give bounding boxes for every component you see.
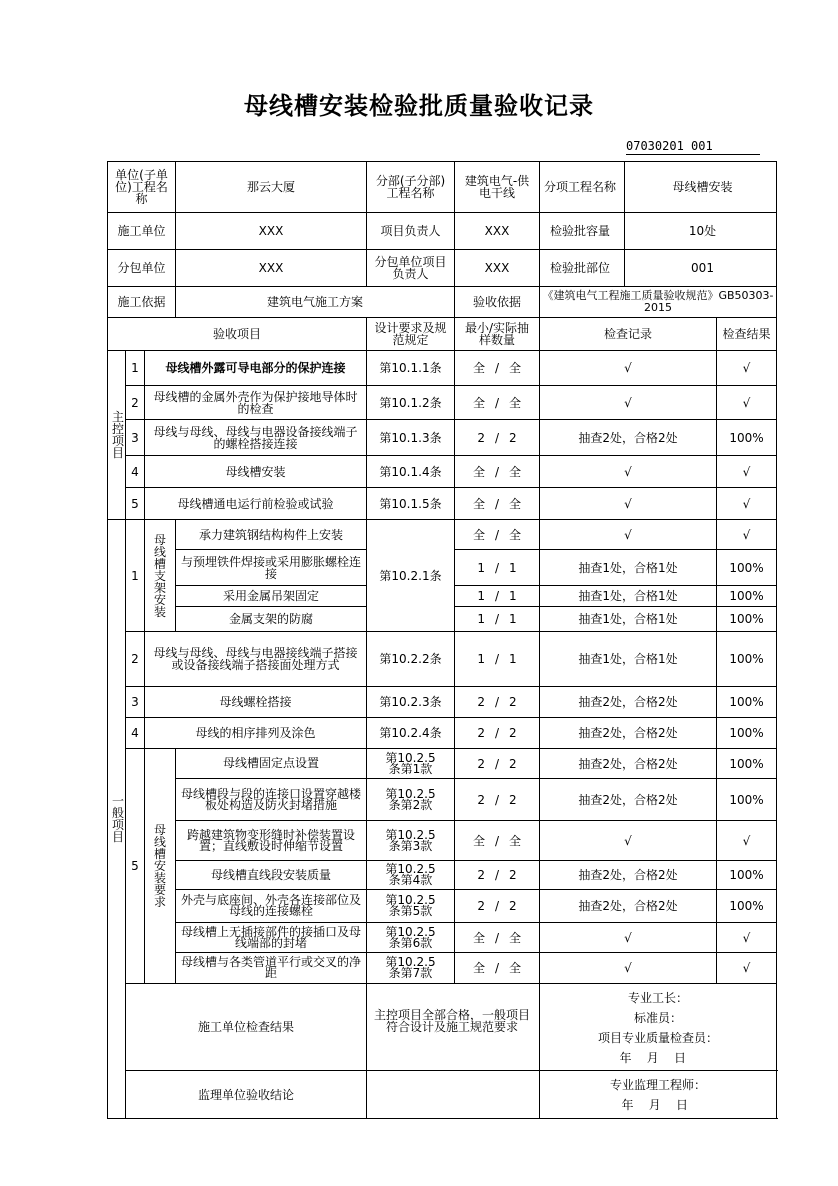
sample-min: 全 <box>472 527 485 542</box>
item-result: √ <box>717 953 777 984</box>
col-result: 检查结果 <box>717 318 777 351</box>
sample-min: 2 <box>477 899 485 913</box>
item-description: 母线槽与各类管道平行或交叉的净距 <box>176 953 367 984</box>
item-number: 4 <box>126 718 145 749</box>
item-sample <box>455 687 540 718</box>
sub-item-cell <box>540 162 777 213</box>
item-sample <box>455 861 540 890</box>
item-result: 100% <box>717 607 777 632</box>
batch-part-label: 检验批部位 <box>540 250 626 286</box>
general-item-row <box>108 687 777 718</box>
item-result: 100% <box>717 779 777 821</box>
sample-min: 2 <box>477 695 485 709</box>
item-description: 母线与母线、母线与电器设备接线端子的螺栓搭接连接 <box>145 420 367 456</box>
item-number: 5 <box>126 749 145 984</box>
general-g5-row <box>108 953 777 984</box>
item-number: 3 <box>126 420 145 456</box>
page-title: 母线槽安装检验批质量验收记录 <box>244 92 594 120</box>
item-result: 100% <box>717 718 777 749</box>
sample-separator: / <box>494 961 500 975</box>
sample-min: 全 <box>472 833 485 848</box>
sample-separator: / <box>494 589 500 603</box>
unit-name-label: 单位(子单位)工程名称 <box>108 162 176 213</box>
sample-separator: / <box>494 792 500 807</box>
item-sample <box>455 550 540 586</box>
sample-separator: / <box>494 464 500 479</box>
item-record: 抽查2处，合格2处 <box>540 890 717 923</box>
sample-actual: 全 <box>509 496 522 511</box>
main-item-row <box>108 420 777 456</box>
contractor-value: XXX <box>176 213 367 250</box>
capacity-label: 检验批容量 <box>540 213 626 249</box>
item-sample <box>455 632 540 687</box>
item-result: 100% <box>717 861 777 890</box>
item-description: 母线螺栓搭接 <box>145 687 367 718</box>
general-g5-row <box>108 923 777 953</box>
item-description: 跨越建筑物变形缝时补偿装置设置；直线敷设时伸缩节设置 <box>176 821 367 861</box>
construction-basis-label: 施工依据 <box>108 287 176 318</box>
item-result: √ <box>717 821 777 861</box>
item-spec: 第10.1.4条 <box>367 456 455 488</box>
sample-actual: 2 <box>509 726 517 740</box>
batch-part-value: 001 <box>691 261 714 275</box>
item-number: 2 <box>126 632 145 687</box>
contractor-check-row <box>108 984 777 1071</box>
year-label: 年 <box>619 1051 632 1065</box>
sample-actual: 2 <box>509 899 517 913</box>
main-item-row <box>108 386 777 420</box>
item-sample <box>455 607 540 632</box>
header-row-4 <box>108 287 777 318</box>
item-result: √ <box>717 386 777 420</box>
item-result: 100% <box>717 586 777 607</box>
sample-actual: 2 <box>509 868 517 882</box>
item-spec: 第10.2.5条第5款 <box>367 890 455 923</box>
item-number: 1 <box>126 351 145 386</box>
unit-name-value: 那云大厦 <box>176 162 367 213</box>
item-result: 100% <box>717 632 777 687</box>
day-label: 日 <box>676 1097 689 1112</box>
item-sample <box>455 520 540 550</box>
subdivision-value: 建筑电气-供电干线 <box>455 162 540 213</box>
main-item-row <box>108 488 777 520</box>
item-spec: 第10.2.5条第3款 <box>367 821 455 861</box>
item-number: 5 <box>126 488 145 520</box>
general-g5-row <box>108 779 777 821</box>
year-label: 年 <box>621 1097 634 1112</box>
main-control-label: 主控项目 <box>108 351 126 520</box>
col-sample: 最小/实际抽样数量 <box>455 318 540 351</box>
sample-separator: / <box>494 527 500 542</box>
col-record: 检查记录 <box>540 318 717 351</box>
sample-min: 1 <box>477 560 485 575</box>
item-description: 金属支架的防腐 <box>176 607 367 632</box>
contractor-check-text: 主控项目全部合格，一般项目符合设计及施工规范要求 <box>367 984 540 1071</box>
sample-actual: 2 <box>509 756 517 771</box>
sample-separator: / <box>494 560 500 575</box>
general-item-row <box>108 718 777 749</box>
header-row-2 <box>108 213 777 250</box>
sub-project-manager-value: XXX <box>455 250 540 287</box>
foreman-label: 专业工长： <box>628 991 689 1005</box>
sample-min: 2 <box>477 756 485 771</box>
supervision-signatures <box>540 1071 777 1119</box>
sample-actual: 1 <box>509 652 517 666</box>
item-number: 1 <box>126 520 145 632</box>
supervision-text <box>367 1071 540 1119</box>
supervision-row <box>108 1071 777 1119</box>
item-result: √ <box>717 351 777 386</box>
item-record: 抽查2处，合格2处 <box>540 718 717 749</box>
sample-separator: / <box>494 496 500 511</box>
sample-actual: 1 <box>509 612 517 626</box>
sample-min: 1 <box>477 652 485 666</box>
supervision-label: 监理单位验收结论 <box>126 1071 367 1119</box>
general-g5-row <box>108 890 777 923</box>
item-result: √ <box>717 923 777 953</box>
item-result: 100% <box>717 550 777 586</box>
item-description: 母线槽外露可导电部分的保护连接 <box>145 351 367 386</box>
sub-item-label: 分项工程名称 <box>540 162 626 212</box>
sample-min: 全 <box>472 496 485 511</box>
sample-min: 2 <box>477 726 485 740</box>
item-spec: 第10.2.5条第7款 <box>367 953 455 984</box>
sub-item-value: 母线槽安装 <box>672 180 733 194</box>
column-header-row <box>108 318 777 351</box>
item-description: 母线与母线、母线与电器接线端子搭接或设备接线端子搭接面处理方式 <box>145 632 367 687</box>
item-description: 母线槽安装 <box>145 456 367 488</box>
item-result: √ <box>717 520 777 550</box>
general-item-row <box>108 632 777 687</box>
general-items-label: 一般项目 <box>108 520 126 1119</box>
item-spec: 第10.2.5条第6款 <box>367 923 455 953</box>
sample-separator: / <box>494 395 500 410</box>
header-row-3 <box>108 250 777 287</box>
sample-min: 1 <box>477 589 485 603</box>
item-result: 100% <box>717 749 777 779</box>
acceptance-basis-value: 《建筑电气工程施工质量验收规范》GB50303-2015 <box>540 287 777 318</box>
contractor-label: 施工单位 <box>108 213 176 250</box>
item-record: √ <box>540 351 717 386</box>
group-label: 母线槽支架安装 <box>145 520 176 632</box>
sample-separator: / <box>494 833 500 848</box>
item-sample <box>455 488 540 520</box>
item-sample <box>455 420 540 456</box>
item-spec: 第10.2.5条第2款 <box>367 779 455 821</box>
item-spec: 第10.1.2条 <box>367 386 455 420</box>
item-record: 抽查2处，合格2处 <box>540 420 717 456</box>
sample-separator: / <box>494 726 500 740</box>
general-g1-row <box>108 520 777 550</box>
item-spec: 第10.2.4条 <box>367 718 455 749</box>
subcontractor-label: 分包单位 <box>108 250 176 287</box>
item-record: 抽查2处，合格2处 <box>540 687 717 718</box>
group-label: 母线槽安装要求 <box>145 749 176 984</box>
item-record: √ <box>540 953 717 984</box>
item-sample <box>455 456 540 488</box>
header-row-1 <box>108 162 777 213</box>
item-record: 抽查1处，合格1处 <box>540 550 717 586</box>
document-number: 07030201 001 <box>626 139 760 155</box>
sample-actual: 1 <box>509 560 517 575</box>
item-record: √ <box>540 386 717 420</box>
item-spec: 第10.1.3条 <box>367 420 455 456</box>
sample-actual: 2 <box>509 695 517 709</box>
item-description: 承力建筑钢结构构件上安装 <box>176 520 367 550</box>
item-record: √ <box>540 488 717 520</box>
main-item-row <box>108 456 777 488</box>
acceptance-record-table <box>107 161 777 1119</box>
sample-separator: / <box>494 612 500 626</box>
item-sample <box>455 821 540 861</box>
item-result: 100% <box>717 420 777 456</box>
item-description: 母线槽上无插接部件的接插口及母线端部的封堵 <box>176 923 367 953</box>
item-sample <box>455 923 540 953</box>
item-description: 母线槽固定点设置 <box>176 749 367 779</box>
construction-basis-value: 建筑电气施工方案 <box>176 287 455 318</box>
sample-separator: / <box>494 652 500 666</box>
item-description: 外壳与底座间、外壳各连接部位及母线的连接螺栓 <box>176 890 367 923</box>
item-sample <box>455 718 540 749</box>
item-spec: 第10.2.1条 <box>367 520 455 632</box>
sample-min: 2 <box>477 792 485 807</box>
item-sample <box>455 779 540 821</box>
item-spec: 第10.1.5条 <box>367 488 455 520</box>
item-sample <box>455 890 540 923</box>
sample-actual: 全 <box>509 833 522 848</box>
sub-project-manager-label: 分包单位项目负责人 <box>367 250 455 287</box>
general-g5-row <box>108 861 777 890</box>
capacity-value: 10处 <box>688 224 717 238</box>
sample-actual: 全 <box>509 464 522 479</box>
item-record: √ <box>540 923 717 953</box>
sample-separator: / <box>494 361 500 375</box>
item-number: 2 <box>126 386 145 420</box>
item-result: √ <box>717 488 777 520</box>
item-sample <box>455 953 540 984</box>
item-record: 抽查2处，合格2处 <box>540 861 717 890</box>
sample-actual: 全 <box>509 961 522 975</box>
sample-separator: / <box>494 930 500 945</box>
item-description: 母线的相序排列及涂色 <box>145 718 367 749</box>
item-spec: 第10.2.5条第4款 <box>367 861 455 890</box>
col-spec: 设计要求及规范规定 <box>367 318 455 351</box>
item-spec: 第10.2.5条第1款 <box>367 749 455 779</box>
project-manager-label: 项目负责人 <box>367 213 455 250</box>
item-record: √ <box>540 456 717 488</box>
item-record: 抽查1处，合格1处 <box>540 586 717 607</box>
supervisor-label: 专业监理工程师： <box>610 1077 707 1092</box>
item-spec: 第10.1.1条 <box>367 351 455 386</box>
sample-actual: 1 <box>509 589 517 603</box>
acceptance-basis-label: 验收依据 <box>455 287 540 318</box>
sample-min: 全 <box>472 395 485 410</box>
capacity-cell <box>540 213 777 250</box>
sample-separator: / <box>494 868 500 882</box>
sample-min: 全 <box>472 464 485 479</box>
item-spec: 第10.2.3条 <box>367 687 455 718</box>
main-item-row <box>108 351 777 386</box>
item-record: 抽查2处，合格2处 <box>540 749 717 779</box>
sample-min: 2 <box>477 430 485 445</box>
sample-actual: 全 <box>509 361 522 375</box>
item-record: √ <box>540 821 717 861</box>
contractor-check-label: 施工单位检查结果 <box>126 984 367 1071</box>
item-spec: 第10.2.2条 <box>367 632 455 687</box>
sample-actual: 全 <box>509 527 522 542</box>
month-label: 月 <box>648 1097 661 1112</box>
item-record: 抽查2处，合格2处 <box>540 779 717 821</box>
sample-separator: / <box>494 899 500 913</box>
day-label: 日 <box>674 1051 687 1065</box>
sample-separator: / <box>494 756 500 771</box>
sample-actual: 全 <box>509 395 522 410</box>
item-description: 与预埋铁件焊接或采用膨胀螺栓连接 <box>176 550 367 586</box>
item-description: 母线槽通电运行前检验或试验 <box>145 488 367 520</box>
item-description: 母线槽的金属外壳作为保护接地导体时的检查 <box>145 386 367 420</box>
general-g5-row <box>108 821 777 861</box>
month-label: 月 <box>646 1051 659 1065</box>
item-number: 3 <box>126 687 145 718</box>
sample-separator: / <box>494 695 500 709</box>
sample-min: 全 <box>472 961 485 975</box>
sample-separator: / <box>494 430 500 445</box>
item-sample <box>455 749 540 779</box>
item-description: 采用金属吊架固定 <box>176 586 367 607</box>
qc-inspector-label: 项目专业质量检查员： <box>598 1031 719 1045</box>
item-record: 抽查1处，合格1处 <box>540 607 717 632</box>
sample-actual: 全 <box>509 930 522 945</box>
sample-min: 2 <box>477 868 485 882</box>
item-result: 100% <box>717 890 777 923</box>
contractor-signatures <box>540 984 777 1071</box>
item-sample <box>455 351 540 386</box>
general-g5-row <box>108 749 777 779</box>
item-result: 100% <box>717 687 777 718</box>
supervision-date <box>544 1095 772 1115</box>
sample-min: 全 <box>472 361 485 375</box>
item-description: 母线槽段与段的连接口设置穿越楼板处构造及防火封堵措施 <box>176 779 367 821</box>
item-record: 抽查1处，合格1处 <box>540 632 717 687</box>
subdivision-label: 分部(子分部)工程名称 <box>367 162 455 213</box>
item-number: 4 <box>126 456 145 488</box>
sample-min: 全 <box>472 930 485 945</box>
item-sample <box>455 586 540 607</box>
item-sample <box>455 386 540 420</box>
item-result: √ <box>717 456 777 488</box>
batch-part-cell <box>540 250 777 287</box>
item-record: √ <box>540 520 717 550</box>
item-description: 母线槽直线段安装质量 <box>176 861 367 890</box>
sample-min: 1 <box>477 612 485 626</box>
sample-actual: 2 <box>509 792 517 807</box>
project-manager-value: XXX <box>455 213 540 250</box>
contractor-date <box>546 1048 770 1068</box>
subcontractor-value: XXX <box>176 250 367 287</box>
col-item: 验收项目 <box>108 318 367 351</box>
standard-person-label: 标准员： <box>634 1011 683 1025</box>
sample-actual: 2 <box>509 430 517 445</box>
